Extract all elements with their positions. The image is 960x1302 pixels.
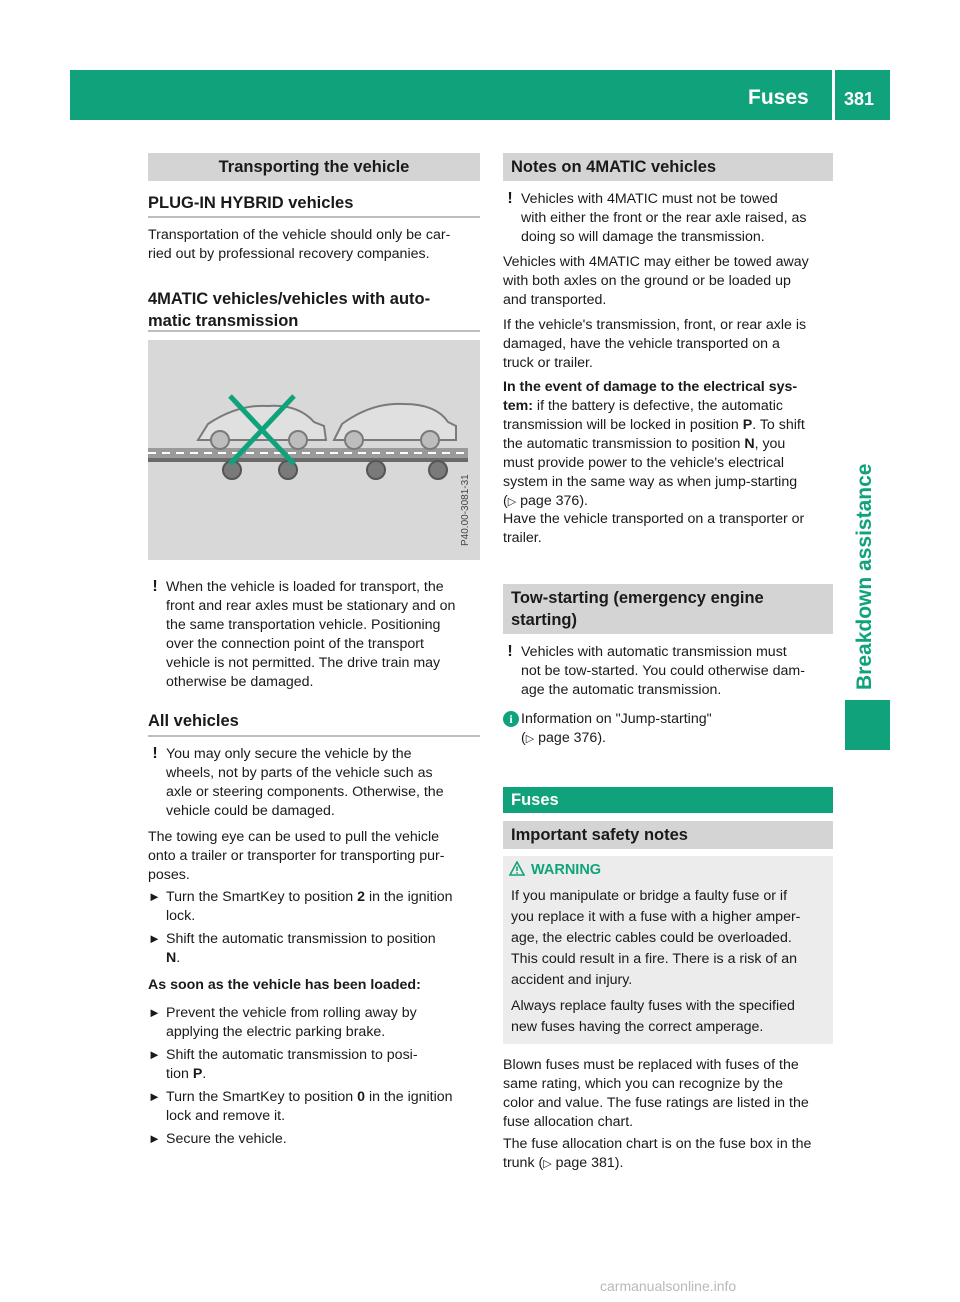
- page-ref-icon: ▷: [525, 733, 535, 745]
- matic-para-1: Vehicles with 4MATIC may either be towed away with both axles on the ground or be loaded up and transported.: [503, 254, 809, 308]
- header-divider: [832, 70, 835, 120]
- figure-code: P40.00-3081-31: [460, 474, 471, 546]
- page-ref-icon: ▷: [543, 1158, 552, 1170]
- warning-title: WARNING: [531, 862, 602, 878]
- warning-mark-icon: !: [152, 578, 158, 595]
- step-arrow-icon: ►: [148, 889, 161, 904]
- section-heading-safety: Important safety notes: [503, 821, 833, 849]
- warning-triangle-icon: [509, 861, 525, 877]
- watermark: carmanualsonline.info: [600, 1278, 737, 1294]
- notice-text: Vehicles with automatic transmission must not be tow-started. You could otherwise dam- age the automatic transmission.: [521, 644, 805, 698]
- car-transporter-illustration: [148, 340, 480, 560]
- heading-4matic: 4MATIC vehicles/vehicles with auto- matic transmission: [148, 290, 431, 330]
- heading-once-loaded: As soon as the vehicle has been loaded:: [148, 977, 421, 993]
- side-tab-label: Breakdown assistance: [853, 463, 876, 690]
- section-heading-fuses: Fuses: [503, 787, 833, 813]
- warning-text-2: Always replace faulty fuses with the specified new fuses having the correct amperage.: [511, 998, 795, 1035]
- page-number: 381: [844, 89, 875, 109]
- side-tab-marker: [845, 700, 890, 750]
- warning-mark-icon: !: [507, 643, 513, 660]
- step-arrow-icon: ►: [148, 931, 161, 946]
- side-tab: [845, 450, 890, 690]
- matic-para-2: If the vehicle's transmission, front, or rear axle is damaged, have the vehicle transported on a truck or trailer.: [503, 317, 807, 371]
- info-icon: i: [503, 711, 519, 727]
- section-heading-4matic: Notes on 4MATIC vehicles: [503, 153, 833, 181]
- phev-text: Transportation of the vehicle should only be car- ried out by professional recovery companies.: [148, 227, 451, 262]
- heading-rule: [148, 330, 480, 332]
- notice-text: You may only secure the vehicle by the wheels, not by parts of the vehicle such as axle or steering components. Otherwise, the vehicle could be damaged.: [166, 746, 444, 819]
- transport-figure: [148, 340, 480, 560]
- heading-rule: [148, 735, 480, 737]
- warning-text: If you manipulate or bridge a faulty fuse or if you replace it with a fuse with a higher amper- age, the electric cables could be overloaded. This could result in a fire. There is a risk of an accident and injury.: [511, 888, 801, 988]
- page-ref-icon: ▷: [507, 496, 517, 508]
- section-heading-tow-starting: Tow-starting (emergency engine starting): [503, 584, 833, 634]
- page-section-title: Fuses: [748, 86, 809, 109]
- blown-fuses-text: Blown fuses must be replaced with fuses of the same rating, which you can recognize by the color and value. The fuse ratings are listed in the fuse allocation chart.: [503, 1057, 809, 1130]
- step-arrow-icon: ►: [148, 1131, 161, 1146]
- warning-box: [503, 856, 833, 1044]
- matic-para-4: Have the vehicle transported on a transporter or trailer.: [503, 511, 805, 546]
- towing-eye-text: The towing eye can be used to pull the vehicle onto a trailer or transporter for transporting pur- poses.: [148, 829, 445, 883]
- step-arrow-icon: ►: [148, 1089, 161, 1104]
- step-arrow-icon: ►: [148, 1047, 161, 1062]
- step-arrow-icon: ►: [148, 1005, 161, 1020]
- info-jump-starting: Information on "Jump-starting" (▷ page 376).: [521, 711, 712, 746]
- fuse-chart-text: The fuse allocation chart is on the fuse box in the trunk (▷ page 381).: [503, 1136, 812, 1171]
- notice-text: When the vehicle is loaded for transport, the front and rear axles must be stationary and on the same transportation vehicle. Positioning over the connection point of the transport vehicle is not permitted. The drive train may otherwise be damaged.: [166, 579, 456, 690]
- warning-mark-icon: !: [152, 745, 158, 762]
- heading-rule: [148, 216, 480, 218]
- heading-all-vehicles: All vehicles: [148, 712, 239, 730]
- warning-mark-icon: !: [507, 190, 513, 207]
- section-heading-transporting: Transporting the vehicle: [148, 153, 480, 181]
- matic-para-electrical: In the event of damage to the electrical sys- tem: if the battery is defective, the automatic transmission will be locked in position P. To shift the automatic transmission to position N, you must provide power to the vehicle's electrical system in the same way as when jump-starting (▷ page 376).: [503, 379, 805, 509]
- notice-text: Vehicles with 4MATIC must not be towed with either the front or the rear axle raised, as doing so will damage the transmission.: [521, 191, 807, 245]
- heading-plugin-hybrid: PLUG-IN HYBRID vehicles: [148, 194, 354, 212]
